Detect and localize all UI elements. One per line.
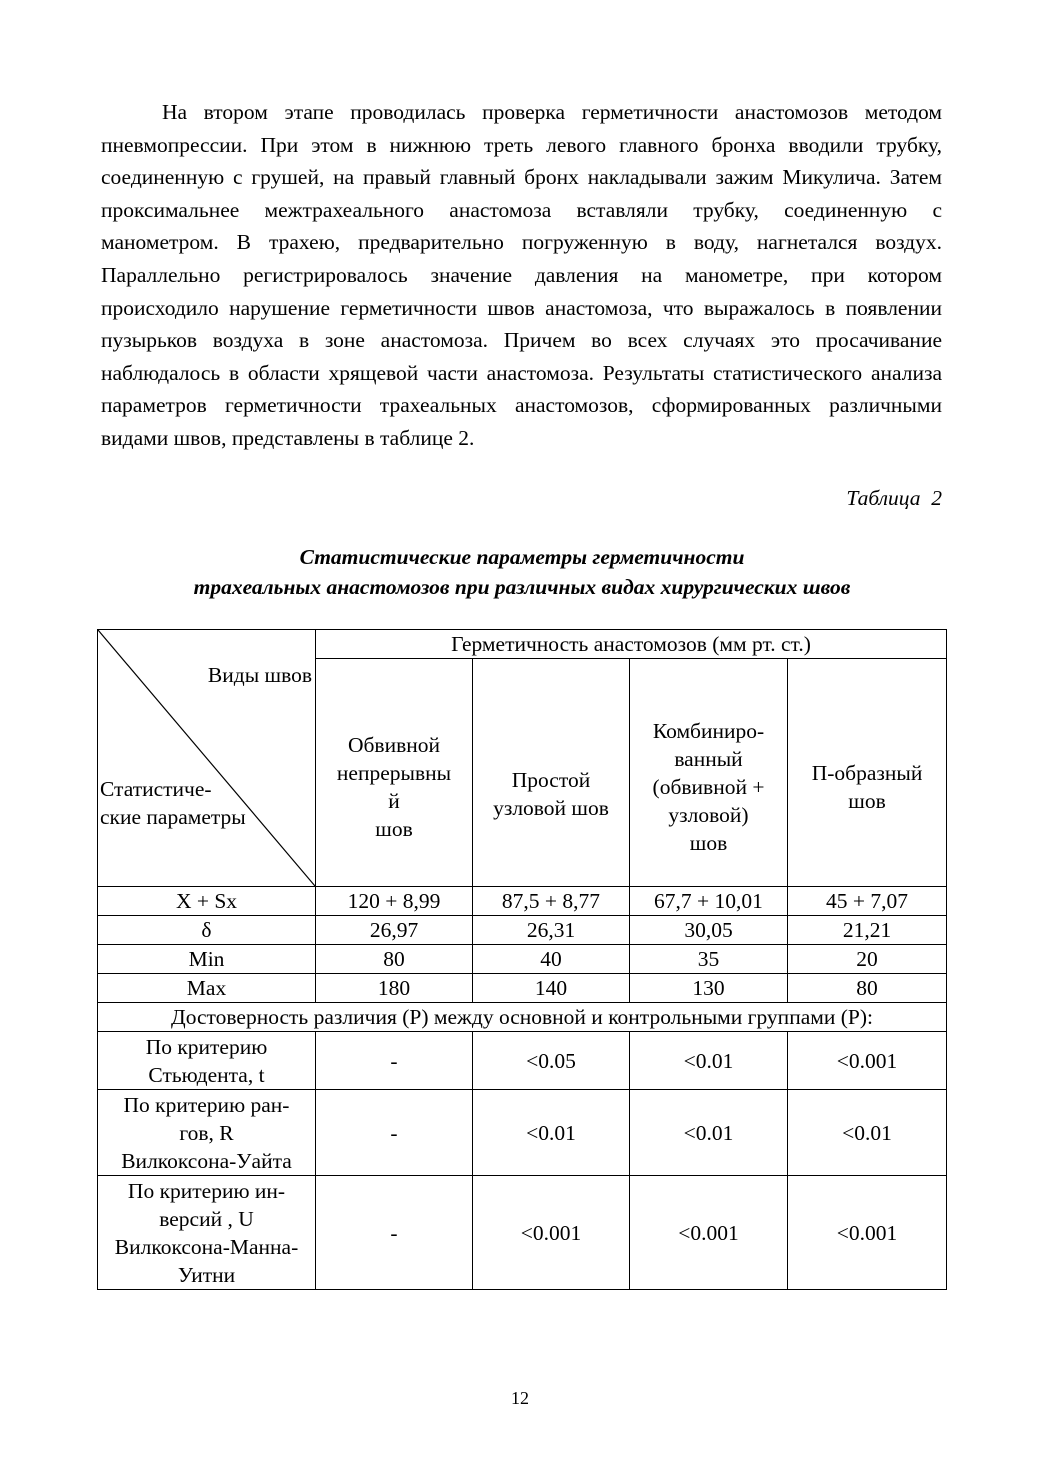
table-row [98,945,947,974]
row-label-max: Max [98,974,316,1003]
table-cell: <0.01 [630,1090,788,1176]
criterion-label-wilcoxon-mann-whitney: По критерию ин- версий , U Вилкоксона-Манна- Уитни [98,1176,316,1290]
table-cell: 80 [316,945,473,974]
header-stitch-types: Виды швов [207,663,312,687]
table-cell: <0.001 [788,1176,947,1290]
table-cell: 130 [630,974,788,1003]
table-cell: 120 + 8,99 [316,887,473,916]
column-header-u-shaped: П-образный шов [788,659,947,887]
diagonal-header-cell [98,630,316,887]
table-cell: <0.001 [473,1176,630,1290]
table-row [98,887,947,916]
table-number-label: Таблица 2 [846,486,942,510]
table-cell: 67,7 + 10,01 [630,887,788,916]
table-cell: <0.001 [788,1032,947,1090]
row-label-min: Min [98,945,316,974]
table-row [98,974,947,1003]
table-cell: 30,05 [630,916,788,945]
header-statistical-parameters: Статистиче- ские параметры [100,777,246,829]
table-cell: 80 [788,974,947,1003]
column-header-overcast: Обвивной непрерывны й шов [316,659,473,887]
table-cell: <0.01 [788,1090,947,1176]
table-cell: 20 [788,945,947,974]
table-cell: 35 [630,945,788,974]
table-cell: 87,5 + 8,77 [473,887,630,916]
table-row [98,1032,947,1090]
column-header-interrupted: Простой узловой шов [473,659,630,887]
table-cell: - [316,1090,473,1176]
table-cell: 45 + 7,07 [788,887,947,916]
table-cell: 180 [316,974,473,1003]
table-caption-line-2: трахеальных анастомозов при различных видах хирургических швов [193,575,851,599]
table-cell: <0.01 [473,1090,630,1176]
table-cell: 21,21 [788,916,947,945]
table-cell: 26,97 [316,916,473,945]
significance-header: Достоверность различия (Р) между основной и контрольными группами (Р): [98,1003,947,1032]
table-row [98,1090,947,1176]
table-row [98,1176,947,1290]
body-paragraph: На втором этапе проводилась проверка герметичности анастомозов методом пневмопрессии. При этом в нижнюю треть левого главного бронха вводили трубку, соединенную с грушей, на правый главный бронх накладывали зажим Микулича. Затем проксимальнее межтрахеального анастомоза вставляли трубку, соединенную с манометром. В трахею, предварительно погруженную в воду, нагнетался воздух. Параллельно регистрировалось значение давления на манометре, при котором происходило нарушение герметичности швов анастомоза, что выражалось в появлении пузырьков воздуха в зоне анастомоза. Причем во всех случаях это просачивание наблюдалось в области хрящевой части анастомоза. Результаты статистического анализа параметров герметичности трахеальных анастомозов, сформированных различными видами швов, представлены в таблице 2. [101,100,942,450]
table-cell: - [316,1176,473,1290]
table-caption-line-1: Статистические параметры герметичности [299,545,745,569]
table-cell: 140 [473,974,630,1003]
significance-header-row [98,1003,947,1032]
statistics-table [97,629,947,1290]
group-header: Герметичность анастомозов (мм рт. ст.) [316,630,947,659]
table-cell: - [316,1032,473,1090]
table-cell: <0.001 [630,1176,788,1290]
table-row [98,916,947,945]
row-label-delta: δ [98,916,316,945]
table-cell: <0.01 [630,1032,788,1090]
row-label-mean: X + Sx [98,887,316,916]
column-header-combined: Комбиниро- ванный (обвивной + узловой) шов [630,659,788,887]
table-cell: 26,31 [473,916,630,945]
table-cell: <0.05 [473,1032,630,1090]
page-number: 12 [511,1388,529,1408]
criterion-label-student: По критерию Стьюдента, t [98,1032,316,1090]
table-header-row [98,630,947,659]
table-cell: 40 [473,945,630,974]
criterion-label-wilcoxon-white: По критерию ран- гов, R Вилкоксона-Уайта [98,1090,316,1176]
